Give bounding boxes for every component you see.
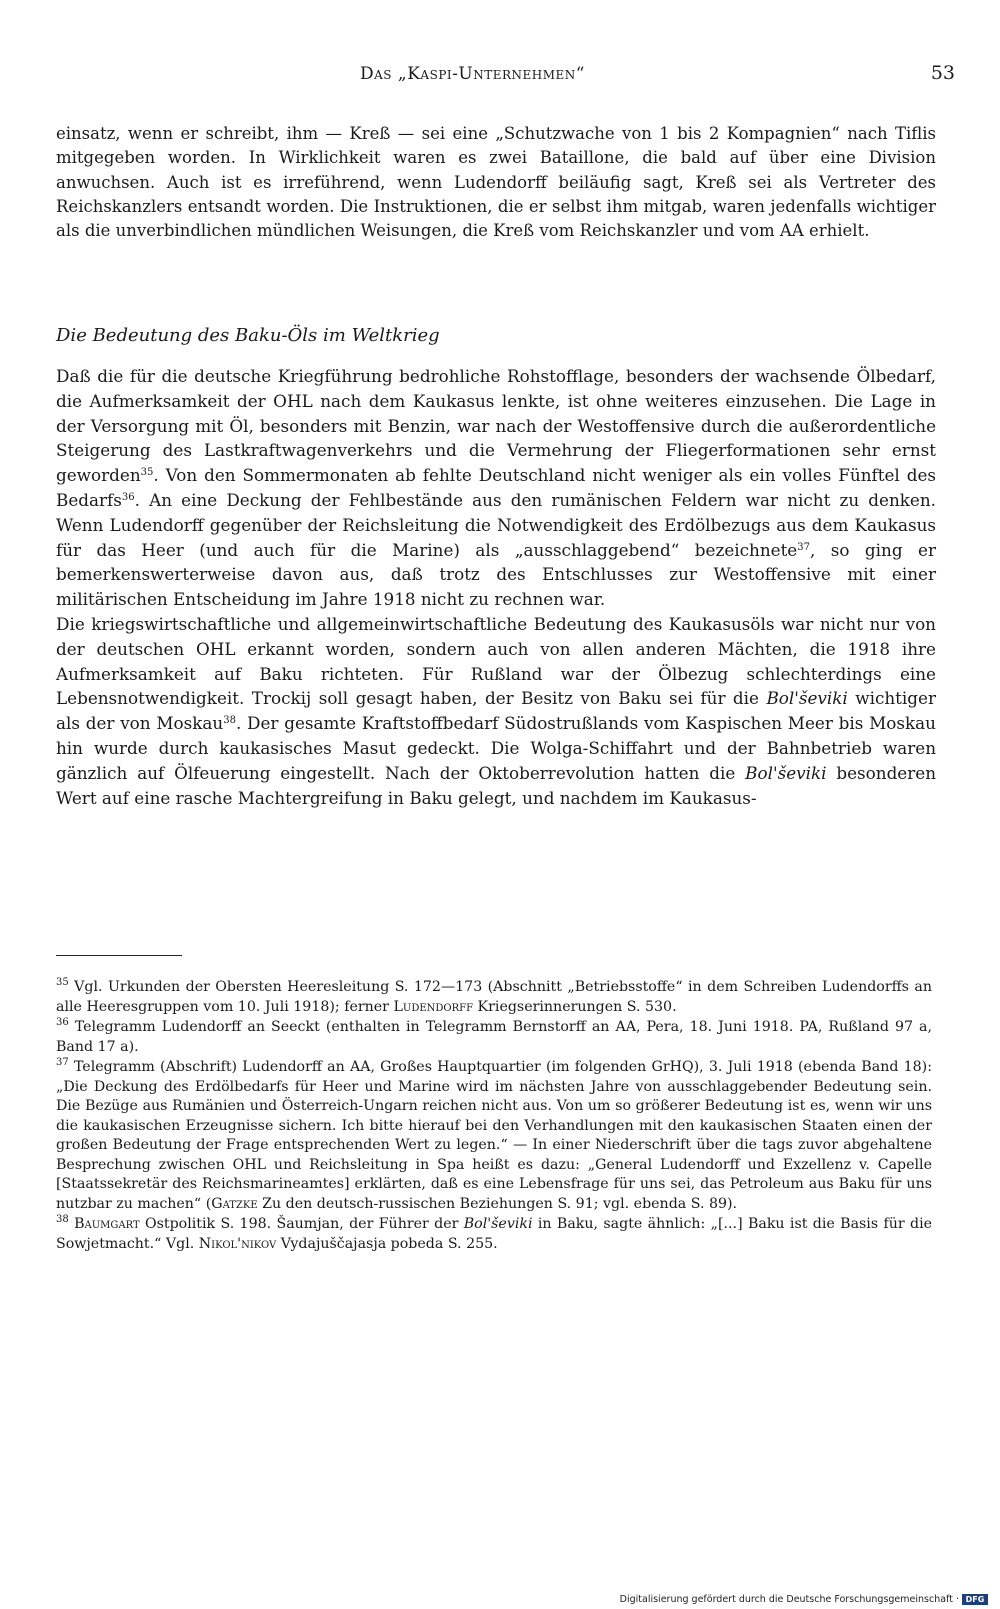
footnote-38 xyxy=(56,1215,932,1254)
text-run: Ostpolitik S. 198. Šaumjan, der Führer der xyxy=(139,1216,464,1232)
footnote-ref-36: 36 xyxy=(121,491,135,503)
text-run: besonderen Wert auf eine rasche Machtergreifung in Baku gelegt, und nachdem im Kaukasus- xyxy=(56,762,936,808)
text-run: Telegramm Ludendorff an Seeckt (enthalten in Telegramm Bernstorff an AA, Pera, 18. Juni 1918. PA, Rußland 97 a, Band 17 a). xyxy=(56,1019,932,1055)
text-run: , so ging er bemerkenswerterweise davon aus, daß trotz des Entschlusses zur Westoffensive mit einer militärischen Entscheidung im Jahre 1918 nicht zu rechnen war. xyxy=(56,539,936,610)
text-run: Daß die für die deutsche Kriegführung bedrohliche Rohstofflage, besonders der wachsende Ölbedarf, die Aufmerksamkeit der OHL nach dem Kaukasus lenkte, ist ohne weiteres einzusehen. Die Lage in der Versorgung mit Öl, besonders mit Benzin, war nach der Westoffensive durch die außerordentliche Steigerung des Lastkraftwagenverkehrs und die Vermehrung der Fliegerformationen sehr ernst geworden xyxy=(56,366,936,486)
italic-term: Bol'ševiki xyxy=(745,762,827,783)
page-number: 53 xyxy=(930,62,955,84)
footnote-number: 37 xyxy=(56,1057,69,1068)
footnote-divider xyxy=(56,955,182,956)
section-paragraph-2 xyxy=(56,612,936,810)
text-run: wichtiger als der von Moskau xyxy=(56,688,936,734)
author-name: Gatzke xyxy=(211,1195,258,1212)
text-run: Vydajuščajasja pobeda S. 255. xyxy=(276,1235,498,1252)
text-run: Telegramm (Abschrift) Ludendorff an AA, Großes Hauptquartier (im folgenden GrHQ), 3. Juli 1918 (ebenda Band 18): „Die Deckung des Erdölbedarfs für Heer und Marine wird im nächsten Jahre von ausschlaggebender Bedeutung sein. Die Bezüge aus Rumänien und Österreich-Ungarn reichen nicht aus. Von um so größerer Bedeutung ist es, wenn wir uns die kaukasischen Erzeugnisse sichern. Ich bitte hierauf bei den Verhandlungen mit den kaukasischen Staaten einen der großen Bedeutung der Frage entsprechenden Wert zu legen.“ — In einer Niederschrift über die tags zuvor abgehaltene Besprechung zwischen OHL und Reichsleitung in Spa heißt es dazu: „General Ludendorff und Exzellenz v. Capelle [Staatssekretär des Reichsmarineamtes] erklärten, daß es eine Lebensfrage für uns sei, das Petroleum aus Baku für uns nutzbar zu machen“ ( xyxy=(56,1059,932,1212)
footnote-ref-35: 35 xyxy=(140,467,154,479)
author-name: Ludendorff xyxy=(393,998,474,1015)
text-run: Die kriegswirtschaftliche und allgemeinwirtschaftliche Bedeutung des Kaukasusöls war nicht nur von der deutschen OHL erkannt worden, sondern auch von allen anderen Mächten, die 1918 ihre Aufmerksamkeit auf Baku richteten. Für Rußland war der Ölbezug schlechterdings eine Lebensnotwendigkeit. Trockij soll gesagt haben, der Besitz von Baku sei für die xyxy=(56,613,936,709)
italic-term: Bol'ševiki xyxy=(766,688,848,709)
author-name: Nikol'nikov xyxy=(198,1235,277,1252)
section-body xyxy=(56,364,936,810)
footnote-number: 35 xyxy=(56,977,69,988)
section-paragraph-1 xyxy=(56,364,936,612)
page-header xyxy=(0,58,1000,92)
text-run: Kriegserinnerungen S. 530. xyxy=(473,998,677,1015)
running-title: Das „Kaspi-Unternehmen“ xyxy=(360,64,585,84)
text-run: . Von den Sommermonaten ab fehlte Deutschland nicht weniger als ein volles Fünftel des Bedarfs xyxy=(56,465,936,510)
text-run: . Der gesamte Kraftstoffbedarf Südostrußlands vom Kaspischen Meer bis Moskau hin wurde durch kaukasisches Masut gedeckt. Die Wolga-Schiffahrt und der Bahnbetrieb waren gänzlich auf Ölfeuerung eingestellt. Nach der Oktoberrevolution hatten die xyxy=(56,713,936,783)
text-run: Vgl. Urkunden der Obersten Heeresleitung S. 172—173 (Abschnitt „Betriebsstoffe“ in dem Schreiben Ludendorffs an alle Heeresgruppen vom 10. Juli 1918); ferner xyxy=(56,979,932,1015)
text-run: . An eine Deckung der Fehlbestände aus den rumänischen Feldern war nicht zu denken. Wenn Ludendorff gegenüber der Reichsleitung die Notwendigkeit des Erdölbezugs aus dem Kaukasus für das Heer (und auch für die Marine) als „ausschlaggebend“ bezeichnete xyxy=(56,489,936,560)
footnote-number: 38 xyxy=(56,1214,69,1225)
dfg-logo-icon: DFG xyxy=(962,1594,988,1605)
footnote-ref-37: 37 xyxy=(797,541,810,553)
footnote-37 xyxy=(56,1058,932,1214)
intro-text: einsatz, wenn er schreibt, ihm — Kreß — sei eine „Schutzwache von 1 bis 2 Kompagnien“ nach Tiflis mitgegeben worden. In Wirklichkeit waren es zwei Bataillone, die bald auf über eine Division anwuchsen. Auch ist es irreführend, wenn Ludendorff beiläufig sagt, Kreß sei als Vertreter des Reichskanzlers entsandt worden. Die Instruktionen, die er selbst ihm mitgab, waren jedenfalls wichtiger als die unverbindlichen mündlichen Weisungen, die Kreß vom Reichskanzler und vom AA erhielt. xyxy=(56,124,936,241)
footnote-35 xyxy=(56,978,932,1017)
footnote-number: 36 xyxy=(56,1017,69,1028)
footnote-36 xyxy=(56,1018,932,1057)
digitization-credit xyxy=(620,1591,988,1607)
italic-term: Bol'ševiki xyxy=(463,1216,533,1232)
footnote-ref-38: 38 xyxy=(223,715,236,727)
text-run: Zu den deutsch-russischen Beziehungen S. 91; vgl. ebenda S. 89). xyxy=(257,1195,738,1212)
section-heading: Die Bedeutung des Baku-Öls im Weltkrieg xyxy=(56,325,440,346)
credit-text: Digitalisierung gefördert durch die Deutsche Forschungsgemeinschaft · xyxy=(619,1593,959,1605)
footnotes xyxy=(56,978,932,1255)
text-run: in Baku, sagte ähnlich: „[...] Baku ist die Basis für die Sowjetmacht.“ Vgl. xyxy=(56,1216,933,1252)
author-name: Baumgart xyxy=(68,1216,140,1232)
intro-paragraph xyxy=(56,122,936,243)
